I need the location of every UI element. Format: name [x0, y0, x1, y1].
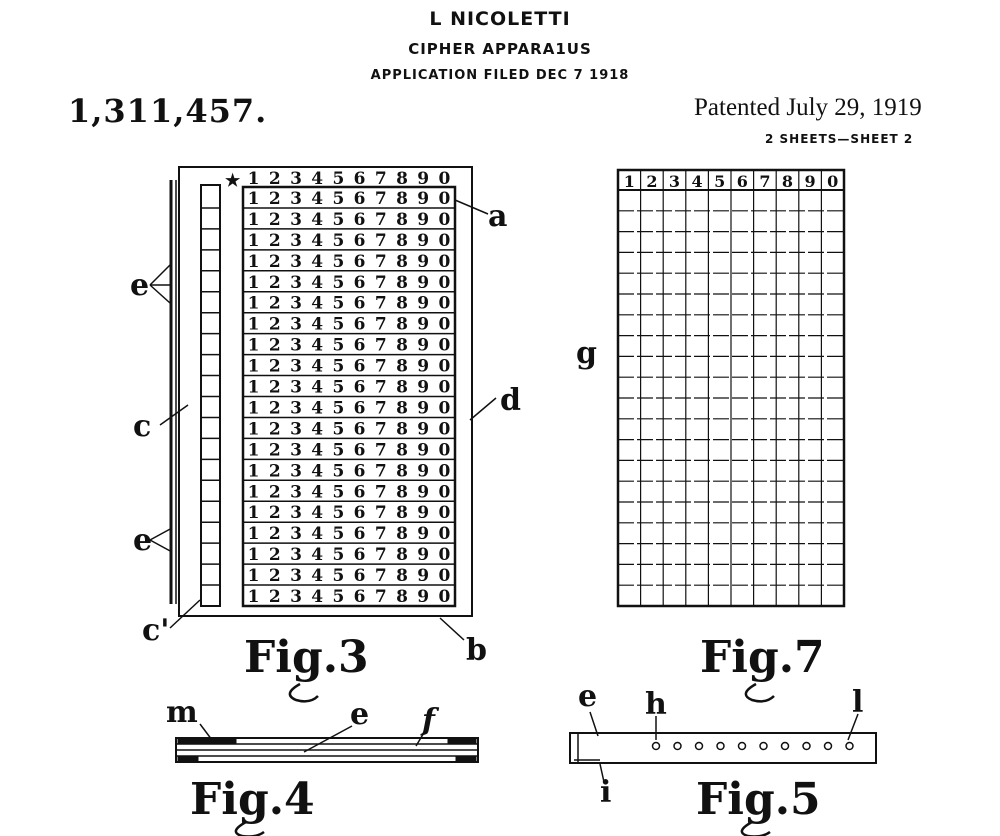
fig3-digit: 1	[247, 461, 260, 482]
application-filed-line: APPLICATION FILED DEC 7 1918	[370, 68, 630, 83]
fig3-digit: 1	[247, 419, 260, 440]
fig3-digit: 5	[332, 377, 345, 398]
label-e-bottom: e	[133, 523, 153, 558]
fig3-digit: 2	[268, 356, 281, 377]
fig3-digit: 1	[247, 503, 260, 524]
fig3-digit: 9	[417, 377, 430, 398]
fig3-digit: 1	[247, 524, 260, 545]
fig3-digit-row	[248, 189, 451, 209]
fig3-digit: 3	[290, 419, 302, 440]
fig3-digit-rows	[248, 189, 451, 607]
fig3-digit: 1	[247, 566, 260, 587]
fig3-digit: 2	[268, 335, 281, 356]
fig7-header-digit: 8	[781, 172, 794, 191]
fig3-digit: 9	[417, 461, 430, 482]
fig3-digit: 7	[374, 356, 387, 377]
fig3-digit: 1	[247, 587, 260, 607]
fig3-digit-row	[248, 440, 451, 460]
fig3-digit: 9	[417, 440, 430, 461]
fig3-digit: 8	[396, 293, 408, 314]
fig3-digit: 5	[332, 293, 345, 314]
fig3-digit: 7	[374, 398, 387, 419]
fig3-digit: 6	[353, 251, 366, 272]
fig3-digit: 0	[438, 482, 451, 503]
fig3-digit: 6	[353, 209, 366, 230]
fig7-header-digit: 2	[646, 172, 658, 191]
fig3-digit: 0	[438, 587, 451, 607]
fig3-digit: 3	[290, 272, 302, 293]
fig3-digit-row	[248, 336, 451, 356]
fig3-digit: 5	[332, 272, 345, 293]
fig3-digit-row	[248, 461, 451, 481]
fig3-digit: 1	[247, 398, 260, 419]
fig3-top-digit: 9	[417, 169, 430, 189]
fig5-hole	[739, 743, 746, 750]
fig3-digit: 1	[247, 251, 260, 272]
fig3-digit: 1	[247, 335, 260, 356]
fig3-digit: 0	[438, 314, 451, 335]
fig5-caption: Fig.5	[696, 774, 821, 825]
fig3-digit: 7	[374, 524, 387, 545]
fig3-digit: 7	[374, 545, 387, 566]
fig3-digit: 9	[417, 356, 430, 377]
fig5-hole	[846, 743, 853, 750]
fig3-digit-row	[248, 210, 451, 230]
fig3-digit: 0	[438, 545, 451, 566]
fig3-digit: 4	[311, 461, 324, 482]
fig3-digit: 8	[396, 314, 408, 335]
fig3-digit: 7	[374, 251, 387, 272]
fig3-digit: 7	[374, 377, 387, 398]
fig3-digit: 3	[290, 314, 302, 335]
fig3-digit: 5	[332, 482, 345, 503]
fig3-digit: 6	[353, 230, 366, 251]
fig3-digit: 7	[374, 209, 387, 230]
fig3-digit: 3	[290, 482, 302, 503]
fig3-digit: 6	[353, 545, 366, 566]
fig3-caption: Fig.3	[244, 632, 369, 683]
fig5-hole	[803, 743, 810, 750]
fig3-digit: 4	[311, 545, 324, 566]
fig7-caption-flourish	[746, 684, 774, 701]
fig3-digit: 2	[268, 440, 281, 461]
fig3-digit: 4	[311, 503, 324, 524]
fig3-digit: 4	[311, 419, 324, 440]
fig3-top-digit: 0	[438, 169, 451, 189]
fig3-digit: 5	[332, 566, 345, 587]
fig5-hole	[696, 743, 703, 750]
fig3-digit: 4	[311, 482, 324, 503]
fig3-digit: 4	[311, 230, 324, 251]
fig3-top-digit: 7	[374, 169, 387, 189]
fig3-digit: 3	[290, 566, 302, 587]
fig3-digit: 5	[332, 209, 345, 230]
fig3-digit: 9	[417, 398, 430, 419]
fig3-digit: 8	[396, 356, 408, 377]
fig7-header-digit: 1	[623, 172, 635, 191]
fig3-digit: 8	[396, 461, 408, 482]
fig3-digit: 0	[438, 272, 451, 293]
label-l: l	[852, 685, 864, 720]
label-i: i	[600, 775, 612, 810]
fig3-digit: 7	[374, 419, 387, 440]
fig3-digit: 9	[417, 503, 430, 524]
label-m: m	[166, 695, 198, 730]
fig3-digit: 4	[311, 251, 324, 272]
fig7-header-digit: 9	[804, 172, 816, 191]
fig3-digit: 1	[247, 377, 260, 398]
patent-title: CIPHER APPARA1US	[408, 40, 592, 58]
fig4-caption: Fig.4	[190, 774, 315, 825]
fig3-digit: 0	[438, 419, 451, 440]
fig3-digit: 8	[396, 335, 408, 356]
fig3-digit: 9	[417, 587, 430, 607]
fig3-digit: 9	[417, 209, 430, 230]
fig3-digit: 3	[290, 293, 302, 314]
fig3-digit: 9	[417, 314, 430, 335]
fig3-digit: 1	[247, 230, 260, 251]
fig3-digit: 5	[332, 503, 345, 524]
fig3-digit: 2	[268, 230, 281, 251]
fig7-header-digit: 4	[691, 172, 703, 191]
label-e-top: e	[130, 268, 150, 303]
fig3-digit: 1	[247, 209, 260, 230]
fig3-digit: 0	[438, 230, 451, 251]
fig3-digit: 5	[332, 524, 345, 545]
fig3-digit: 8	[396, 419, 408, 440]
fig3-digit: 5	[332, 587, 345, 607]
fig3-digit: 5	[332, 545, 345, 566]
label-e-fig5: e	[578, 679, 598, 714]
fig5-hole	[782, 743, 789, 750]
fig3-digit: 4	[311, 293, 324, 314]
sheet-indicator: 2 SHEETS—SHEET 2	[765, 132, 914, 146]
fig3-digit: 7	[374, 503, 387, 524]
fig3-digit: 8	[396, 398, 408, 419]
fig3-digit: 3	[290, 545, 302, 566]
fig3-digit: 4	[311, 272, 324, 293]
label-d: d	[500, 383, 521, 418]
fig3-digit: 9	[417, 524, 430, 545]
fig3-digit: 6	[353, 503, 366, 524]
fig3-digit: 8	[396, 272, 408, 293]
fig3-digit: 2	[268, 188, 281, 209]
fig3-digit: 3	[290, 209, 302, 230]
fig3-digit: 6	[353, 398, 366, 419]
fig3-digit: 9	[417, 251, 430, 272]
fig3-top-digit: 1	[247, 169, 260, 189]
fig3-digit-row	[248, 378, 451, 398]
fig3-digit: 2	[268, 524, 281, 545]
fig3-digit: 4	[311, 398, 324, 419]
fig3-digit: 1	[247, 293, 260, 314]
fig3-digit: 9	[417, 293, 430, 314]
fig3-digit: 6	[353, 524, 366, 545]
fig3-digit-row	[248, 524, 451, 544]
fig3-digit: 6	[353, 566, 366, 587]
fig3-digit: 8	[396, 188, 408, 209]
fig3-digit: 2	[268, 272, 281, 293]
fig3-digit: 3	[290, 230, 302, 251]
fig3-digit: 7	[374, 230, 387, 251]
fig3-digit: 1	[247, 440, 260, 461]
fig3-digit: 4	[311, 377, 324, 398]
fig3-digit: 5	[332, 188, 345, 209]
fig3-digit: 1	[247, 272, 260, 293]
fig3-digit-row	[248, 419, 451, 439]
fig3-digit: 3	[290, 524, 302, 545]
fig3-digit: 0	[438, 461, 451, 482]
fig3-digit: 3	[290, 461, 302, 482]
fig3-digit: 7	[374, 587, 387, 607]
fig3-digit: 9	[417, 272, 430, 293]
fig3-digit: 8	[396, 482, 408, 503]
fig3-digit: 9	[417, 335, 430, 356]
fig3-digit: 0	[438, 398, 451, 419]
fig7-header-digit: 0	[827, 172, 839, 191]
fig3-digit: 7	[374, 566, 387, 587]
patented-date: Patented July 29, 1919	[694, 94, 922, 121]
fig3-digit: 0	[438, 566, 451, 587]
fig3-top-digit: 5	[332, 169, 345, 189]
fig3-digit: 5	[332, 440, 345, 461]
fig3-digit: 1	[247, 188, 260, 209]
fig3-digit: 6	[353, 356, 366, 377]
fig3-top-digit: 4	[311, 169, 324, 189]
fig3-digit: 4	[311, 314, 324, 335]
fig3-digit: 9	[417, 188, 430, 209]
fig3-digit: 4	[311, 587, 324, 607]
fig3-top-digit: 6	[353, 169, 366, 189]
fig3-digit: 2	[268, 566, 281, 587]
fig3-digit: 5	[332, 419, 345, 440]
fig3-digit: 5	[332, 461, 345, 482]
fig3-digit-row	[248, 545, 451, 565]
fig3-digit-row	[248, 273, 451, 293]
fig3-digit: 9	[417, 482, 430, 503]
fig3-digit: 6	[353, 419, 366, 440]
fig3-digit: 2	[268, 377, 281, 398]
fig3-digit: 9	[417, 545, 430, 566]
fig3-digit: 7	[374, 482, 387, 503]
fig5-drawing	[570, 712, 876, 782]
fig3-top-digit: 2	[268, 169, 281, 189]
fig3-digit: 0	[438, 440, 451, 461]
fig3-digit: 3	[290, 377, 302, 398]
fig3-digit: 3	[290, 335, 302, 356]
fig3-digit: 5	[332, 314, 345, 335]
fig7-drawing	[618, 170, 844, 606]
fig7-header-digit: 3	[668, 172, 681, 191]
fig3-digit: 6	[353, 272, 366, 293]
fig3-digit: 7	[374, 272, 387, 293]
fig3-top-digit: 3	[290, 169, 302, 189]
fig3-digit-row	[248, 482, 451, 502]
fig3-digit: 8	[396, 524, 408, 545]
fig7-caption: Fig.7	[700, 632, 825, 683]
fig3-digit: 9	[417, 566, 430, 587]
fig3-digit: 6	[353, 293, 366, 314]
fig5-hole	[653, 743, 660, 750]
label-g: g	[576, 336, 597, 371]
fig3-digit: 0	[438, 335, 451, 356]
fig3-digit: 5	[332, 251, 345, 272]
fig3-digit: 4	[311, 335, 324, 356]
fig3-digit: 2	[268, 419, 281, 440]
fig3-digit: 6	[353, 440, 366, 461]
fig3-digit: 6	[353, 188, 366, 209]
fig3-digit: 0	[438, 293, 451, 314]
fig5-hole	[717, 743, 724, 750]
patent-number: 1,311,457.	[68, 92, 268, 130]
fig3-digit: 7	[374, 440, 387, 461]
fig3-digit: 8	[396, 566, 408, 587]
label-c-prime: c'	[142, 613, 170, 648]
fig3-digit: 3	[290, 503, 302, 524]
fig3-digit: 3	[290, 251, 302, 272]
fig7-header-digit: 6	[736, 172, 748, 191]
fig3-top-digit: 8	[396, 169, 408, 189]
fig3-digit: 4	[311, 524, 324, 545]
label-f: f	[422, 703, 435, 738]
fig3-digit: 3	[290, 587, 302, 607]
fig3-caption-flourish	[290, 684, 318, 701]
fig3-digit: 0	[438, 377, 451, 398]
fig3-digit: 8	[396, 587, 408, 607]
fig3-digit: 4	[311, 356, 324, 377]
label-c: c	[133, 409, 152, 444]
fig3-digit: 4	[311, 566, 324, 587]
fig3-digit: 7	[374, 293, 387, 314]
fig3-digit: 2	[268, 209, 281, 230]
fig7-header-digit: 7	[759, 172, 771, 191]
fig3-digit: 1	[247, 356, 260, 377]
fig3-digit: 4	[311, 440, 324, 461]
fig3-digit: 2	[268, 461, 281, 482]
fig3-digit-row	[248, 503, 451, 523]
fig3-digit: 2	[268, 398, 281, 419]
fig3-digit: 5	[332, 230, 345, 251]
fig3-digit: 0	[438, 356, 451, 377]
fig3-digit-row	[248, 231, 451, 251]
fig3-digit: 3	[290, 356, 302, 377]
fig3-digit: 2	[268, 503, 281, 524]
fig3-digit: 8	[396, 503, 408, 524]
label-b: b	[466, 633, 487, 668]
fig3-digit: 6	[353, 377, 366, 398]
fig3-digit-row	[248, 587, 451, 607]
fig3-digit: 2	[268, 251, 281, 272]
fig3-digit: 8	[396, 251, 408, 272]
fig5-hole	[760, 743, 767, 750]
fig3-digit: 3	[290, 440, 302, 461]
fig3-digit: 7	[374, 188, 387, 209]
fig3-digit: 8	[396, 440, 408, 461]
fig3-digit: 8	[396, 230, 408, 251]
fig3-digit: 5	[332, 398, 345, 419]
fig3-digit: 6	[353, 461, 366, 482]
fig3-digit: 0	[438, 251, 451, 272]
fig4-hatched-end-m	[178, 739, 236, 744]
fig3-digit: 2	[268, 482, 281, 503]
fig3-digit-row	[248, 252, 451, 272]
fig3-digit: 6	[353, 482, 366, 503]
fig7-header-digit: 5	[714, 172, 726, 191]
fig3-digit: 9	[417, 419, 430, 440]
fig3-digit: 2	[268, 587, 281, 607]
fig3-digit: 8	[396, 209, 408, 230]
fig5-hole	[674, 743, 681, 750]
fig3-digit: 0	[438, 524, 451, 545]
fig3-digit-row	[248, 294, 451, 314]
fig3-digit: 3	[290, 188, 302, 209]
fig3-digit-row	[248, 398, 451, 418]
fig3-top-digit-row	[225, 169, 450, 191]
fig3-digit: 8	[396, 377, 408, 398]
fig3-digit: 6	[353, 314, 366, 335]
fig5-hole	[825, 743, 832, 750]
fig3-digit: 1	[247, 545, 260, 566]
fig3-digit: 9	[417, 230, 430, 251]
fig3-digit: 2	[268, 314, 281, 335]
fig3-digit: 8	[396, 545, 408, 566]
fig3-digit: 0	[438, 503, 451, 524]
fig3-digit: 0	[438, 188, 451, 209]
fig3-digit: 7	[374, 314, 387, 335]
fig3-digit: 7	[374, 335, 387, 356]
fig3-digit: 3	[290, 398, 302, 419]
inventor-name: L NICOLETTI	[429, 8, 571, 30]
fig3-digit: 6	[353, 587, 366, 607]
label-h: h	[645, 687, 667, 722]
fig3-digit: 5	[332, 356, 345, 377]
fig4-hatched-end-right	[448, 739, 476, 744]
fig3-digit: 2	[268, 293, 281, 314]
fig3-digit: 4	[311, 188, 324, 209]
fig3-digit: 5	[332, 335, 345, 356]
fig3-star-mark: ★	[225, 171, 241, 191]
fig3-digit-row	[248, 357, 451, 377]
fig3-digit-row	[248, 566, 451, 586]
fig3-digit: 7	[374, 461, 387, 482]
fig3-digit: 6	[353, 335, 366, 356]
label-a: a	[488, 199, 508, 234]
fig3-digit: 2	[268, 545, 281, 566]
fig3-digit: 4	[311, 209, 324, 230]
fig3-digit-row	[248, 315, 451, 335]
fig3-digit: 0	[438, 209, 451, 230]
fig3-digit: 1	[247, 314, 260, 335]
label-e-fig4: e	[350, 697, 370, 732]
fig3-digit: 1	[247, 482, 260, 503]
